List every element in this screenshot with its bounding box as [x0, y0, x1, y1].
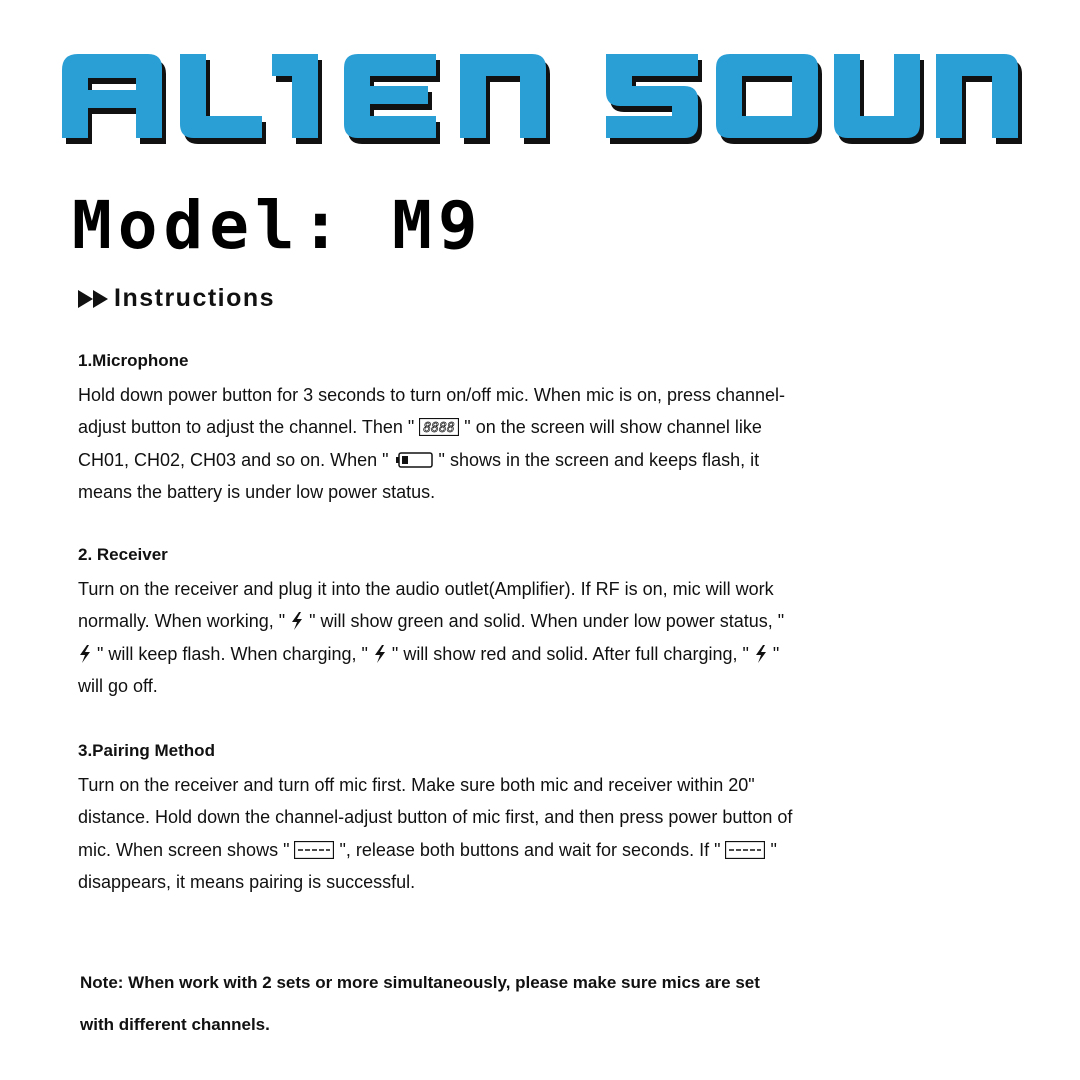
lightning-icon	[754, 645, 768, 663]
section-heading: 3.Pairing Method	[78, 741, 215, 760]
model-title: Model: M9	[72, 187, 484, 264]
text-segment: " will keep flash. When charging, "	[92, 643, 373, 664]
text-segment: Turn on the receiver and plug it into the audio outlet(Amplifier). If RF is on, mic will work normally. When working, "	[78, 579, 774, 632]
text-segment: Turn on the receiver and turn off mic first. Make sure both mic and receiver within 20" distance. Hold down the channel-adjust button of mic first, and then press power button of mic. When screen shows "	[78, 775, 793, 860]
lcd-dashes-icon	[725, 841, 765, 859]
section-receiver	[78, 544, 798, 702]
section-pairing-method	[78, 740, 798, 898]
text-segment: Hold down power button for 3 seconds to turn on/off mic. When mic is on, press channel-adjust button to adjust the channel. Then "	[78, 385, 786, 438]
text-segment: " shows in the screen and keeps flash, it means the battery is under low power status.	[78, 449, 760, 502]
lcd-dashes-icon	[294, 841, 334, 859]
text-segment: " on the screen will show channel like CH01, CH02, CH03 and so on. When "	[78, 417, 762, 470]
instructions-heading-label: Instructions	[114, 284, 276, 312]
text-segment: " will go off.	[78, 643, 780, 696]
text-segment: " disappears, it means pairing is successful.	[78, 839, 777, 892]
lcd-8888-icon	[419, 418, 459, 436]
brand-logo	[56, 40, 1024, 152]
section-body	[78, 379, 798, 508]
brand-logo-art	[56, 40, 1024, 152]
text-segment: " will show green and solid. When under low power status, "	[304, 611, 785, 632]
text-segment: " will show red and solid. After full charging, "	[386, 643, 754, 664]
lightning-icon	[373, 645, 387, 663]
text-segment: ", release both buttons and wait for seconds. If "	[334, 839, 726, 860]
instructions-heading	[78, 284, 275, 313]
fast-forward-icon	[78, 289, 112, 309]
section-heading: 2. Receiver	[78, 545, 168, 564]
lightning-icon	[78, 645, 92, 663]
battery-low-icon	[394, 451, 434, 469]
svg-text:8888: 8888	[423, 421, 455, 437]
section-body	[78, 573, 798, 702]
section-microphone	[78, 350, 798, 508]
section-body	[78, 769, 798, 898]
lightning-icon	[290, 612, 304, 630]
section-heading: 1.Microphone	[78, 351, 189, 370]
note-text: Note: When work with 2 sets or more simultaneously, please make sure mics are set with different channels.	[80, 973, 760, 1034]
